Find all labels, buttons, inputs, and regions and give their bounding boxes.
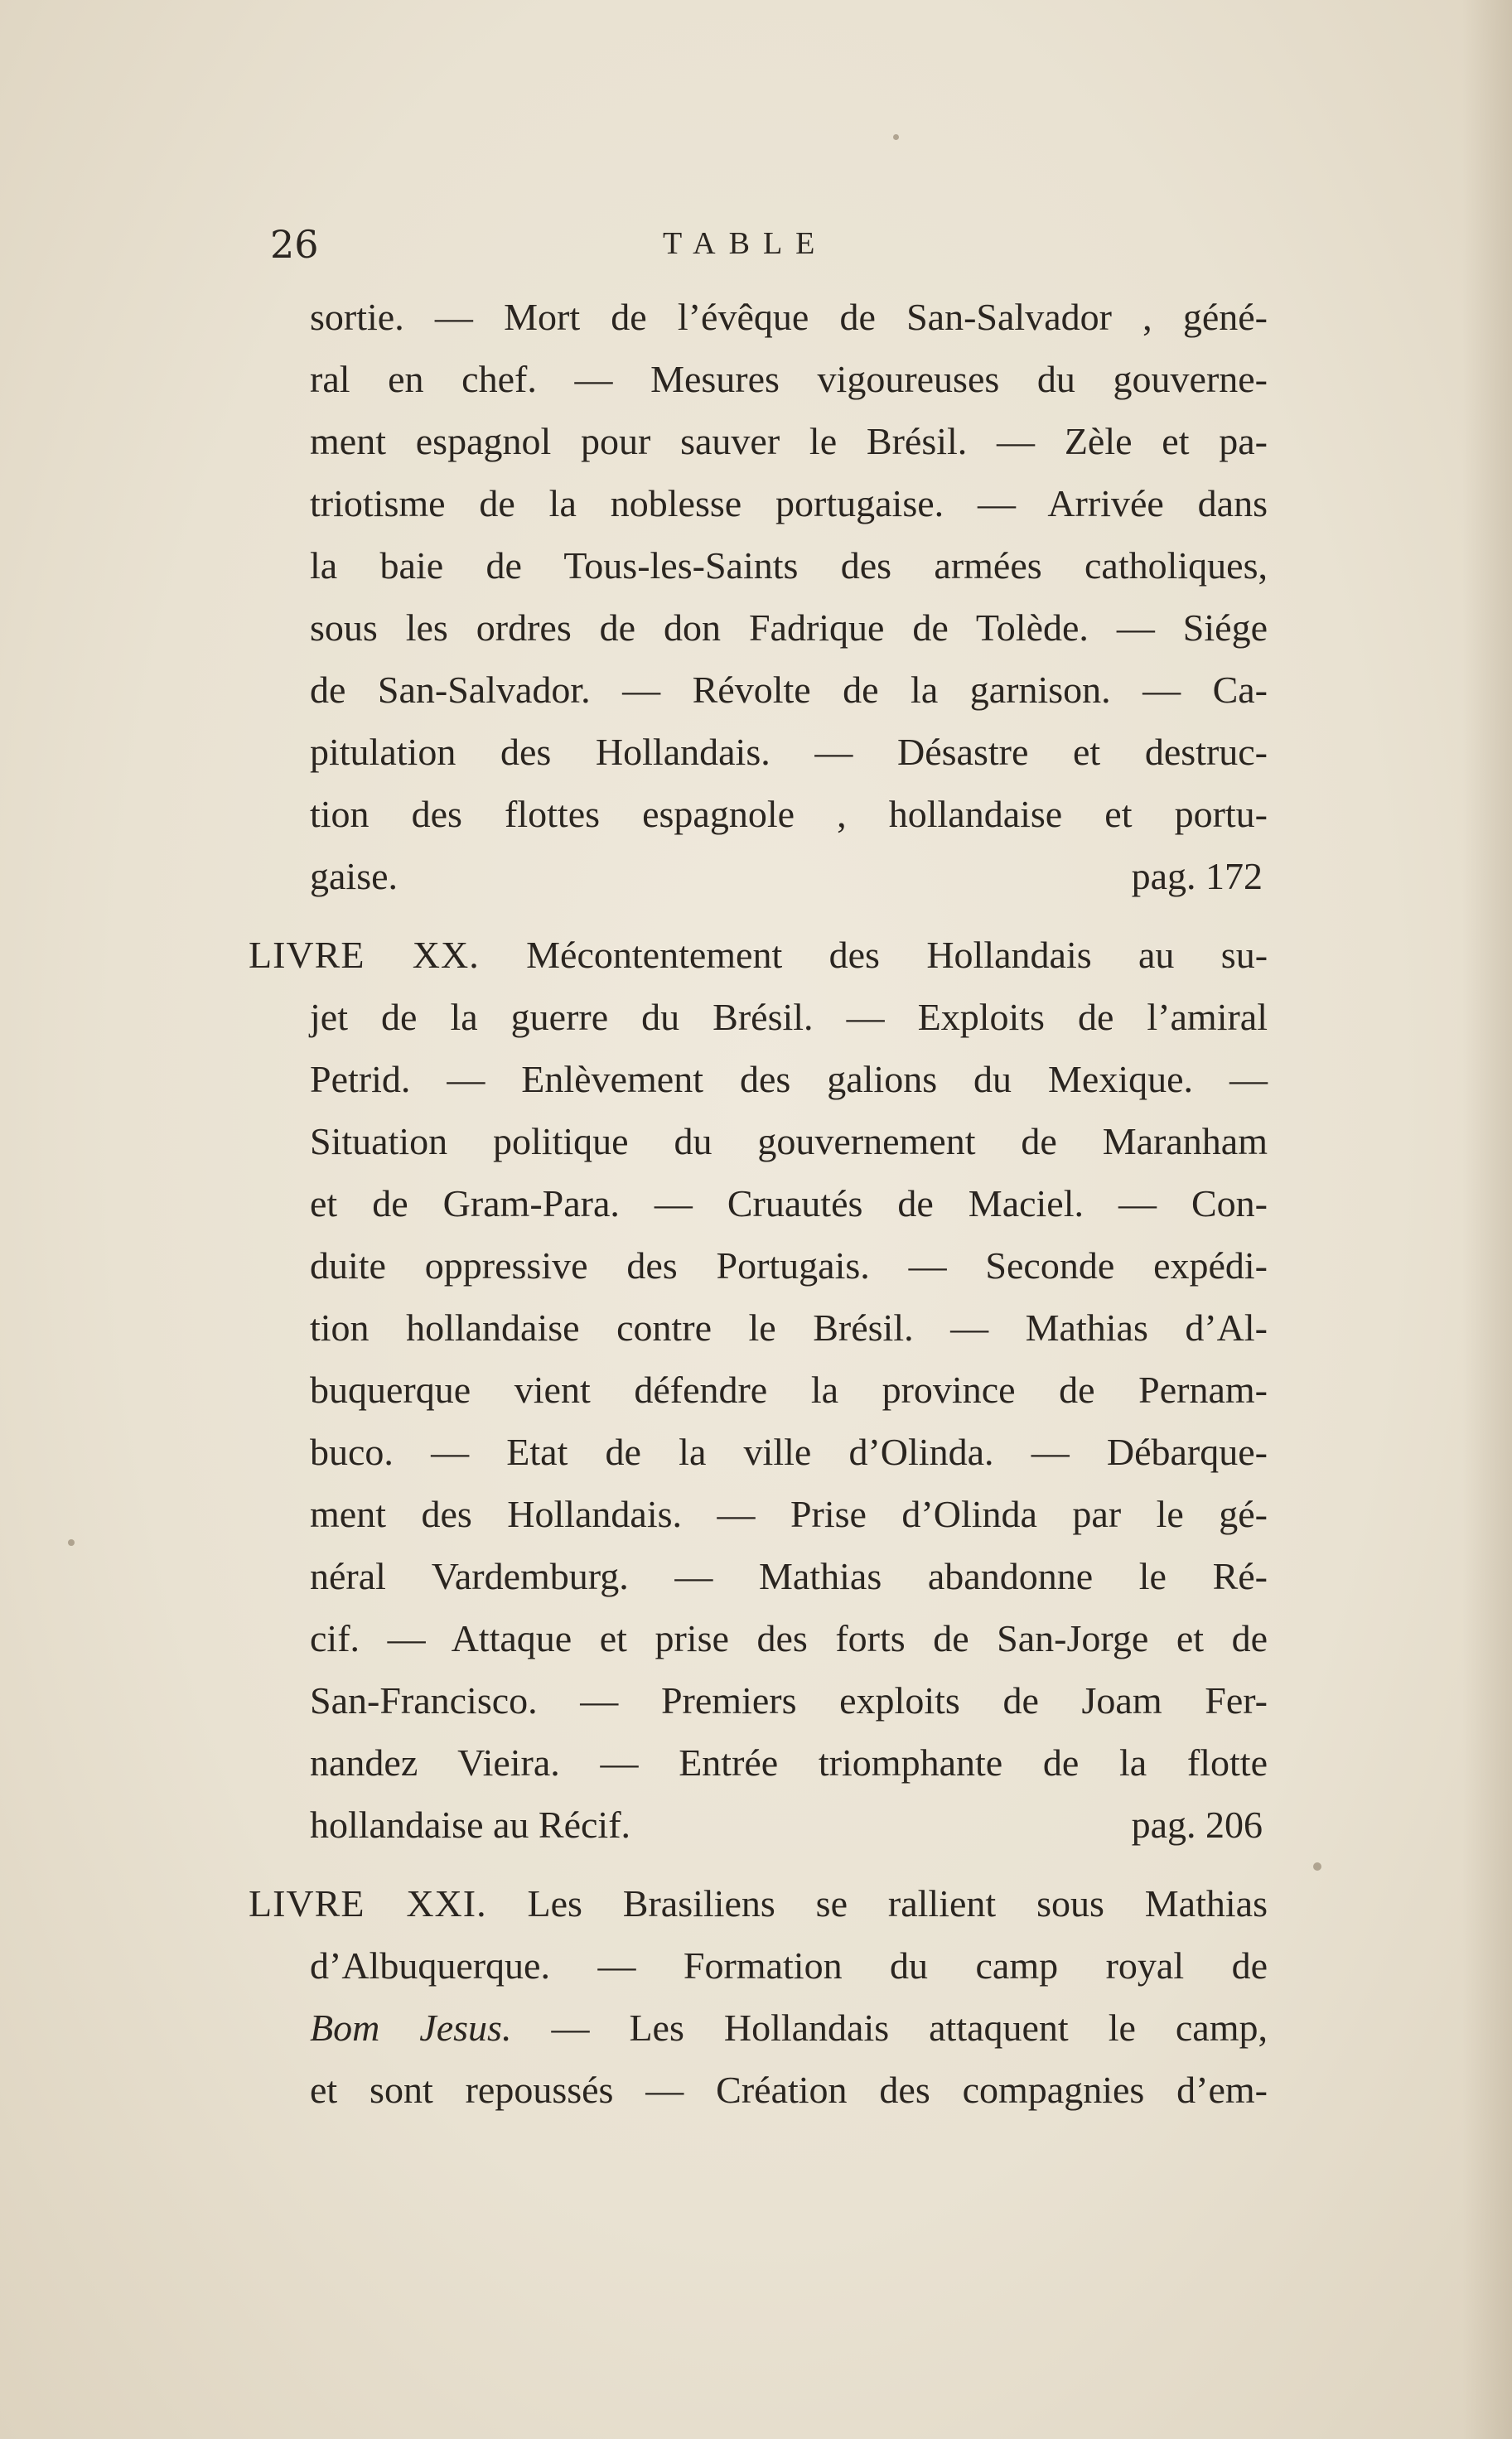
text-line (249, 1997, 1268, 2059)
paper-speck (893, 134, 899, 140)
text-line: Petrid. — Enlèvement des galions du Mexique. — (310, 1058, 1268, 1100)
page-reference: pag. 172 (1131, 855, 1263, 897)
text-line: tion hollandaise contre le Brésil. — Mathias d’Al- (310, 1306, 1268, 1349)
text-line: sortie. — Mort de l’évêque de San-Salvador , géné- (310, 296, 1268, 338)
text-line: sous les ordres de don Fadrique de Tolède. — Siége (310, 606, 1268, 649)
chapter-label: LIVRE XXI. (249, 1882, 487, 1925)
text-line: et de Gram-Para. — Cruautés de Maciel. — Con- (310, 1182, 1268, 1224)
chapter-heading-line (249, 924, 1268, 986)
chapter-label: LIVRE XX. (249, 934, 480, 976)
entry-final-line (249, 845, 1268, 907)
text-line-rest: — Les Hollandais attaquent le camp, (551, 2007, 1268, 2049)
text-line: ment des Hollandais. — Prise d’Olinda par le gé- (310, 1493, 1268, 1535)
chapter-summary-start: Mécontentement des Hollandais au su- (526, 934, 1268, 976)
text-line: et sont repoussés — Création des compagnies d’em- (310, 2069, 1268, 2111)
page-reference: pag. 206 (1131, 1804, 1263, 1846)
text-line: San-Francisco. — Premiers exploits de Joam Fer- (310, 1679, 1268, 1722)
text-line: néral Vardemburg. — Mathias abandonne le Ré- (310, 1555, 1268, 1597)
text-line: de San-Salvador. — Révolte de la garnison. — Ca- (310, 669, 1268, 711)
table-of-contents-text (249, 286, 1268, 2121)
text-line: ral en chef. — Mesures vigoureuses du gouverne- (310, 358, 1268, 400)
chapter-heading-line (249, 1872, 1268, 1934)
chapter-summary-start: Les Brasiliens se rallient sous Mathias (527, 1882, 1268, 1925)
text-line: jet de la guerre du Brésil. — Exploits de l’amiral (310, 996, 1268, 1038)
text-line-end: hollandaise au Récif. (310, 1804, 631, 1846)
italic-place-name: Bom Jesus. (310, 2007, 512, 2049)
text-line: duite oppressive des Portugais. — Seconde expédi- (310, 1244, 1268, 1287)
text-line: Situation politique du gouvernement de Maranham (310, 1120, 1268, 1162)
text-line: nandez Vieira. — Entrée triomphante de la flotte (310, 1741, 1268, 1784)
text-line: d’Albuquerque. — Formation du camp royal de (310, 1944, 1268, 1987)
running-head (265, 222, 1259, 272)
text-line: la baie de Tous-les-Saints des armées catholiques, (310, 544, 1268, 587)
text-line: triotisme de la noblesse portugaise. — Arrivée dans (310, 482, 1268, 524)
running-title: TABLE (663, 226, 828, 261)
text-line: tion des flottes espagnole , hollandaise et portu- (310, 793, 1268, 835)
text-line: cif. — Attaque et prise des forts de San-Jorge et de (310, 1617, 1268, 1659)
page-number: 26 (270, 222, 319, 267)
text-line: buco. — Etat de la ville d’Olinda. — Débarque- (310, 1431, 1268, 1473)
entry-final-line (249, 1794, 1268, 1856)
page-edge-shadow (1462, 0, 1512, 2439)
text-line: ment espagnol pour sauver le Brésil. — Zèle et pa- (310, 420, 1268, 462)
text-line: pitulation des Hollandais. — Désastre et destruc- (310, 731, 1268, 773)
paper-speck (1313, 1862, 1321, 1871)
paper-speck (68, 1539, 75, 1546)
text-line-end: gaise. (310, 855, 399, 897)
text-line: buquerque vient défendre la province de Pernam- (310, 1369, 1268, 1411)
